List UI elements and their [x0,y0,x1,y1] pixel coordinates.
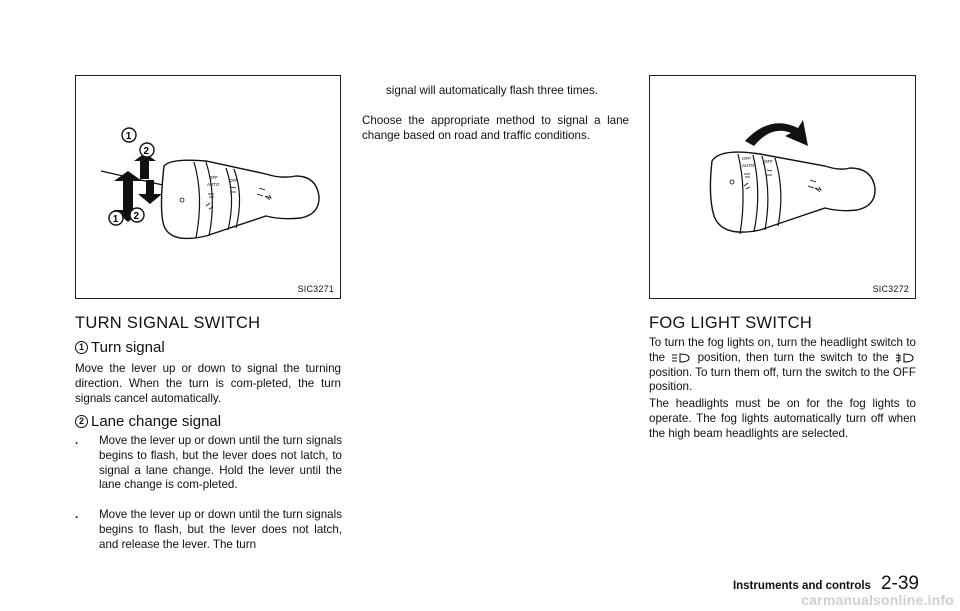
page-number: 2-39 [880,573,919,594]
callout-1-top: 1 [125,131,132,142]
callout-2-top: 2 [143,146,150,157]
subheading-label: Turn signal [91,339,165,356]
headlight-icon [670,352,692,364]
rotate-arrow-icon [745,120,808,146]
fog-text-b: position, then turn the switch to the [697,350,889,364]
fog-light-note: The headlights must be on for the fog lights to operate. The fog lights automatically turn off when the high beam headlights are selected. [649,397,916,440]
label-off-2: OFF [229,178,238,183]
label-auto: AUTO [207,182,220,187]
bullet-text: Move the lever up or down until the turn signals begins to flash, but the lever does not latch, to signal a lane change. Hold the lever until the lane change is com-pleted. [99,434,342,492]
bullet-item [75,508,342,552]
chapter-title: Instruments and controls [732,580,871,592]
fog-text-a: To turn the fog lights on, turn the headlight switch to the [649,336,916,364]
circled-1-icon: 1 [75,341,88,354]
label-auto: AUTO [742,163,755,168]
bullet-continuation: signal will automatically flash three times. [386,84,598,97]
label-off-2: OFF [764,159,773,164]
label-off: OFF [209,175,218,180]
label-off: OFF [742,156,751,161]
callout-1-bottom: 1 [112,214,119,225]
turn-signal-body: Move the lever up or down to signal the turning direction. When the turn is com-pleted, the turn signals cancel automatically. [75,362,341,405]
figure-turn-signal [75,75,341,299]
figure-code: SIC3272 [872,284,909,294]
fog-light-icon [894,352,916,364]
watermark: carmanualsonline.info [801,592,954,608]
turn-signal-lever-illustration [76,76,342,300]
bullet-marker: . [75,434,79,447]
fog-light-instructions [649,336,916,395]
bullet-item [75,434,342,493]
fog-text-c: position. To turn them off, turn the switch to the OFF position. [649,365,916,394]
bullet-marker: . [75,508,79,521]
subheading-lane-change [75,413,221,430]
subheading-label: Lane change signal [91,413,222,430]
section-title-turn-signal: TURN SIGNAL SWITCH [75,314,261,332]
circled-2-icon: 2 [75,415,88,428]
bullet-text: Move the lever up or down until the turn signals begins to flash, but the lever does not latch, and release the lever. The turn [99,508,342,551]
callout-2-bottom: 2 [133,211,140,222]
fog-light-lever-illustration [650,76,917,300]
section-title-fog-light: FOG LIGHT SWITCH [649,314,813,332]
lane-change-method-para: Choose the appropriate method to signal a lane change based on road and traffic conditions. [362,114,629,142]
subheading-turn-signal [75,339,165,356]
figure-fog-light [649,75,916,299]
figure-code: SIC3271 [297,284,334,294]
